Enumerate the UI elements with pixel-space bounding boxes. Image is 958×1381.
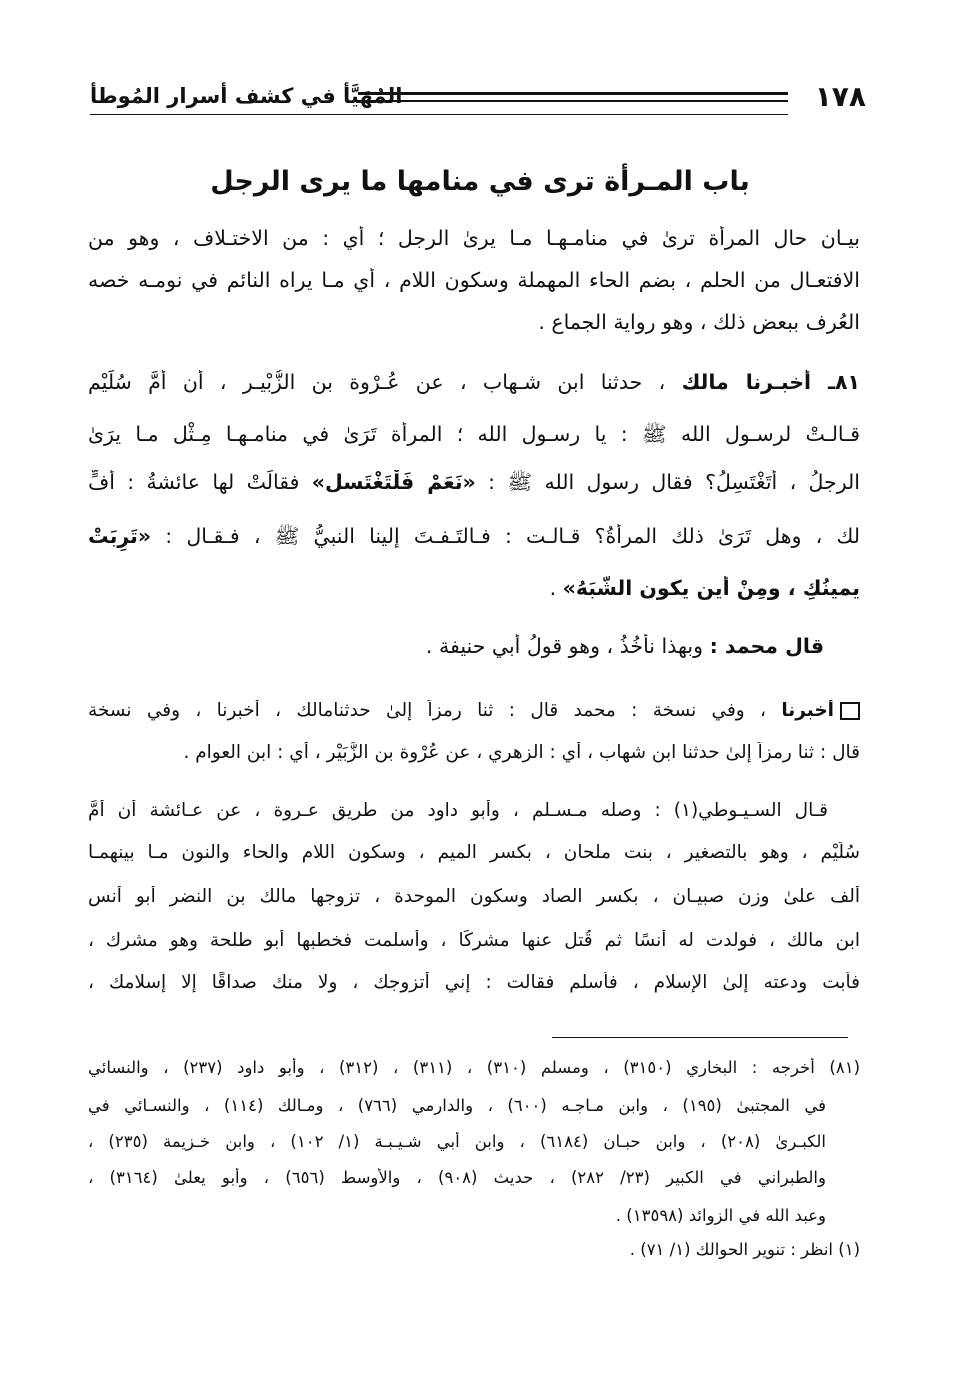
muhammad-label: قال محمد : — [709, 634, 824, 658]
hadith-line — [88, 470, 860, 500]
hadith-line: قـالـتْ لرسـول الله ﷺ : يا رسـول الله ؛ المرأة تَرَىٰ في منامـهـا مِـثْل مـا يرَىٰ — [88, 422, 860, 446]
commentary-line: ابن مالك ، فولدت له أنسًا ثم قُتل عنها مشركًا ، وأسلمت فخطبها أبو طلحة وهو مشرك ، — [88, 930, 860, 951]
footnote-line: وعبد الله في الزوائد (١٣٥٩٨) . — [615, 1206, 826, 1225]
commentary-line: سُلَيْم ، وهو بالتصغير ، بنت ملحان ، بكسر الميم ، وسكون اللام والحاء والنون مـا بينهمـا — [88, 842, 860, 863]
hadith-quote: يمينُكِ ، ومِنْ أين يكون الشَّبَهُ» — [562, 576, 860, 600]
footnote-line: في المجتبىٰ (١٩٥) ، وابن مـاجـه (٦٠٠) ، والدارمي (٧٦٦) ، ومـالك (١١٤) ، والنسـائي في — [88, 1096, 826, 1115]
hadith-quote: «نَعَمْ فَلْتَغْتَسل» — [311, 470, 476, 494]
hadith-text: . — [549, 576, 563, 600]
page-number: ١٧٨ — [814, 80, 866, 113]
header-rule-thin — [90, 114, 788, 115]
footnote-divider — [552, 1037, 848, 1038]
hadith-number: ٨١ـ أخبـرنا مالك — [681, 370, 860, 394]
book-title: المُهَيَّأ في كشف أسرار المُوطأ — [90, 84, 403, 108]
hadith-line — [88, 576, 860, 600]
hadith-text: الرجلُ ، أتَغْتَسِلُ؟ فقال رسول الله ﷺ : — [475, 470, 860, 494]
intro-line: الافتعـال من الحلم ، بضم الحاء المهملة وسكون اللام ، أي مـا يراه النائم في نومـه خصه — [88, 268, 860, 292]
commentary-line: قـال السـيـوطي(١) : وصله مـسـلم ، وأبو داود من طريق عـروة ، عن عـائشة أن أمَّ — [88, 800, 828, 821]
footnote-line: (١) انظر : تنوير الحوالك (١/ ٧١) . — [629, 1240, 860, 1259]
footnote-line: (٨١) أخرجه : البخاري (٣١٥٠) ، ومسلم (٣١٠) ، (٣١١) ، (٣١٢) ، وأبو داود (٢٣٧) ، والنسائي — [88, 1058, 860, 1077]
muhammad-line — [88, 634, 824, 658]
hadith-line — [88, 370, 860, 394]
commentary-line: قال : ثنا رمزاً إلىٰ حدثنا ابن شهاب ، أي : الزهري ، عن عُرْوة بن الزُّبَيْر ، أي : ابن العوام . — [183, 742, 860, 763]
muhammad-text: وبهذا نأخُذُ ، وهو قولُ أبي حنيفة . — [425, 634, 710, 658]
commentary-line: فأبت ودعته إلىٰ الإسلام ، فأسلم فقالت : إني أتزوجك ، ولا منك صداقًا إلا إسلامك ، — [88, 972, 860, 993]
box-marker-icon — [840, 702, 860, 720]
hadith-line — [88, 524, 860, 554]
commentary-line — [88, 700, 860, 721]
commentary-keyword: أخبرنا — [781, 700, 834, 721]
hadith-quote: «تَرِبَتْ — [88, 524, 152, 548]
commentary-line: ألف علىٰ وزن صبيـان ، بكسر الصاد وسكون الموحدة ، تزوجها مالك بن النضر أبو أنس — [88, 886, 860, 907]
intro-line: بيـان حال المرأة ترىٰ في منامـهـا مـا يرىٰ الرجل ؛ أي : من الاختـلاف ، وهو من — [88, 226, 860, 250]
commentary-text: ، وفي نسخة : محمد قال : ثنا رمزاً إلىٰ حدثنامالك ، أخبرنا ، وفي نسخة — [88, 700, 782, 721]
hadith-text: فقالَتْ لها عائشةُ : أفٍّ — [88, 470, 312, 494]
page-header — [90, 78, 870, 118]
hadith-text: ، حدثنا ابن شـهاب ، عن عُـرْوة بن الزُّبْيـر ، أن أمَّ سُلَيْم — [88, 370, 682, 394]
hadith-text: لك ، وهل تَرَىٰ ذلك المرأةُ؟ قـالـت : فـالتَـفـتَ إلينا النبيُّ ﷺ ، فـقـال : — [151, 524, 860, 548]
footnote-line: الكبـرىٰ (٢٠٨) ، وابن حبـان (٦١٨٤) ، وابن أبي شـيـبـة (١/ ١٠٢) ، وابن خـزيمة (٢٣٥) ، — [88, 1132, 826, 1151]
footnote-line: والطبراني في الكبير (٢٣/ ٢٨٢) ، حديث (٩٠٨) ، والأوسط (٦٥٦) ، وأبو يعلىٰ (٣١٦٤) ، — [88, 1168, 826, 1187]
header-rule — [358, 92, 788, 102]
chapter-title: باب المـرأة ترى في منامها ما يرى الرجل — [210, 166, 750, 197]
intro-line: العُرف ببعض ذلك ، وهو رواية الجماع . — [538, 310, 860, 334]
